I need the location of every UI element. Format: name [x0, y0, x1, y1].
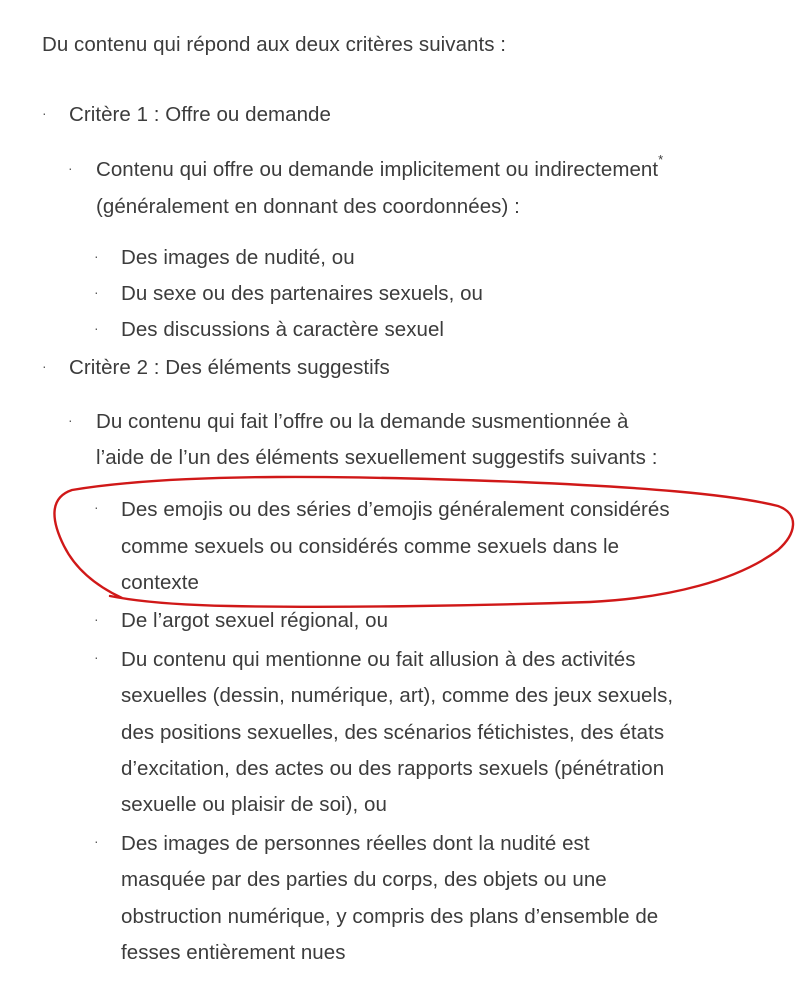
criterion-2-item-3-line-2: sexuelles (dessin, numérique, art), comme des jeux sexuels, — [121, 684, 674, 707]
criterion-1-description-line-2: (généralement en donnant des coordonnées) : — [96, 195, 520, 218]
criterion-2-description-line-2: l’aide de l’un des éléments sexuellement suggestifs suivants : — [96, 446, 658, 469]
criterion-2-item-1-line-3: contexte — [121, 571, 199, 594]
criterion-2-item-3-line-5: sexuelle ou plaisir de soi), ou — [121, 793, 387, 816]
criterion-1-item-2-bullet: · — [94, 284, 99, 300]
criterion-1-item-3: Des discussions à caractère sexuel — [121, 318, 445, 341]
criterion-2-item-3-bullet: · — [94, 649, 99, 665]
criterion-1-item-1: Des images de nudité, ou — [121, 246, 355, 269]
criterion-2-item-3-line-3: des positions sexuelles, des scénarios fétichistes, des états — [121, 721, 665, 744]
criterion-2-item-2-bullet: · — [94, 611, 99, 627]
criterion-1-item-1-bullet: · — [94, 248, 99, 264]
criterion-1-description-text: Contenu qui offre ou demande implicitement ou indirectement — [96, 158, 659, 181]
criterion-2-description-bullet: · — [68, 412, 73, 428]
criterion-2-item-3-line-1: Du contenu qui mentionne ou fait allusion à des activités — [121, 648, 636, 671]
criterion-2-item-3-line-4: d’excitation, des actes ou des rapports sexuels (pénétration — [121, 757, 665, 780]
footnote-asterisk: * — [658, 152, 664, 168]
criterion-1-title: Critère 1 : Offre ou demande — [69, 103, 331, 126]
criterion-1-bullet: · — [42, 105, 47, 121]
criterion-2-item-4-bullet: · — [94, 833, 99, 849]
criterion-2-item-4-line-2: masquée par des parties du corps, des objets ou une — [121, 868, 607, 891]
criterion-1-description-bullet: · — [68, 160, 73, 176]
criterion-2-description-line-1: Du contenu qui fait l’offre ou la demande susmentionnée à — [96, 410, 629, 433]
criterion-2-item-4-line-1: Des images de personnes réelles dont la nudité est — [121, 832, 590, 855]
criterion-2-item-1-line-2: comme sexuels ou considérés comme sexuels dans le — [121, 535, 620, 558]
criterion-2-item-4-line-4: fesses entièrement nues — [121, 941, 346, 964]
criterion-2-item-1-line-1: Des emojis ou des séries d’emojis généralement considérés — [121, 498, 670, 521]
criterion-1-item-3-bullet: · — [94, 320, 99, 336]
criterion-1-description-line-1 — [96, 152, 663, 188]
intro-text: Du contenu qui répond aux deux critères suivants : — [42, 33, 507, 56]
criterion-2-title: Critère 2 : Des éléments suggestifs — [69, 356, 390, 379]
criterion-2-bullet: · — [42, 358, 47, 374]
criterion-1-item-2: Du sexe ou des partenaires sexuels, ou — [121, 282, 484, 305]
criterion-2-item-2-line-1: De l’argot sexuel régional, ou — [121, 609, 389, 632]
criterion-2-item-4-line-3: obstruction numérique, y compris des plans d’ensemble de — [121, 905, 659, 928]
criterion-2-item-1-bullet: · — [94, 499, 99, 515]
